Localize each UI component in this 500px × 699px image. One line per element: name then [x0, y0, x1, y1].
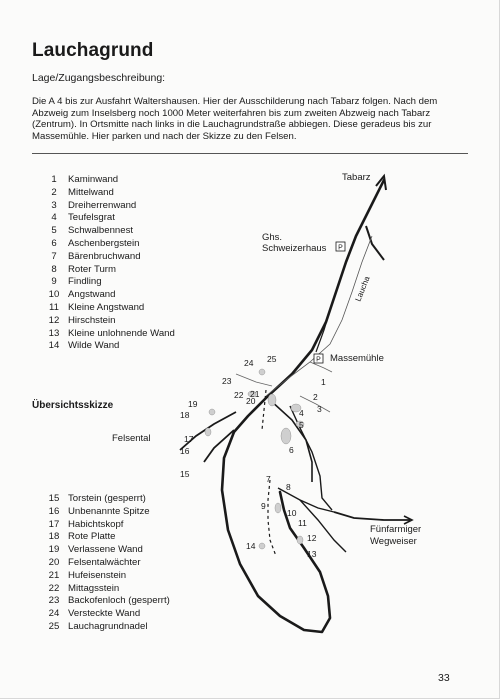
crag-marker: 2 [313, 392, 318, 402]
legend-number: 18 [48, 531, 60, 543]
legend-number: 5 [51, 225, 57, 237]
legend-number: 22 [48, 582, 60, 594]
legend-name: Schwalbennest [68, 225, 134, 237]
crag-shape [209, 409, 215, 415]
legend-number: 15 [48, 493, 60, 504]
place-laucha: Laucha [353, 275, 372, 303]
legend-name: Kleine Angstwand [68, 301, 145, 313]
legend-number: 9 [51, 276, 57, 288]
crag-marker: 24 [244, 358, 254, 368]
legend-number: 12 [48, 314, 60, 326]
legend-number: 20 [48, 556, 60, 568]
legend-number: 3 [51, 199, 57, 211]
crag-marker: 12 [307, 533, 317, 543]
lower-path [300, 500, 346, 552]
legend-number: 6 [51, 237, 57, 249]
legend-number: 16 [48, 505, 60, 517]
legend-name: Findling [68, 276, 102, 288]
legend-name: Torstein (gesperrt) [68, 493, 146, 504]
legend-name: Lauchagrundnadel [68, 620, 148, 632]
upper-branch-road [366, 226, 384, 260]
legend-number: 21 [48, 569, 60, 581]
legend-name: Hufeisenstein [68, 569, 127, 581]
legend-number: 13 [48, 327, 60, 339]
legend-name: Backofenloch (gesperrt) [68, 595, 170, 607]
parking-icon: P [316, 356, 321, 364]
crag-marker: 21 [250, 389, 260, 399]
place-ghs-line2: Schweizerhaus [262, 243, 327, 254]
crag-marker: 1 [321, 377, 326, 387]
crag-marker: 17 [184, 434, 194, 444]
crag-markers [180, 354, 326, 559]
crag-shape [275, 503, 281, 513]
crag-shape [281, 428, 291, 444]
legend-name: Roter Turm [68, 263, 116, 275]
legend-number: 19 [48, 544, 60, 556]
legend-number: 14 [48, 340, 60, 352]
legend-name: Dreiherrenwand [68, 199, 137, 211]
legend-name: Verlassene Wand [68, 544, 143, 556]
crag-marker: 11 [298, 518, 307, 528]
crag-marker: 18 [180, 410, 190, 420]
legend-name: Aschenbergstein [68, 237, 140, 249]
crag-marker: 3 [317, 404, 322, 414]
legend-number: 25 [48, 620, 60, 632]
crag-marker: 20 [246, 396, 256, 406]
crag-shape [205, 428, 211, 436]
legend-name: Mittagsstein [68, 582, 120, 594]
place-wegweiser-line2: Wegweiser [370, 536, 417, 547]
overview-sketch-label: Übersichtsskizze [32, 400, 114, 411]
crag-marker: 6 [289, 445, 294, 455]
parking-sign-massemuehle [314, 354, 323, 364]
legend-number: 4 [51, 212, 57, 224]
legend-name: Habichtskopf [68, 518, 124, 530]
legend-number: 2 [51, 186, 57, 198]
crag-marker: 14 [246, 541, 256, 551]
place-wegweiser-line1: Fünfarmiger [370, 524, 422, 535]
legend-number: 1 [51, 174, 57, 185]
legend-number: 17 [48, 518, 60, 530]
legend-number: 7 [51, 250, 57, 262]
crag-marker: 19 [188, 399, 198, 409]
legend-name: Bärenbruchwand [68, 250, 141, 262]
wegweiser-path [334, 512, 410, 520]
legend-name: Mittelwand [68, 186, 114, 198]
crag-marker: 13 [307, 549, 317, 559]
legend-name: Angstwand [68, 289, 116, 301]
crag-shape [259, 543, 265, 549]
legend-name: Felsentalwächter [68, 556, 141, 568]
secondary-road [316, 252, 350, 352]
crag-shape [259, 369, 265, 375]
place-massemuehle: Massemühle [330, 353, 384, 364]
crag-marker: 22 [234, 390, 244, 400]
access-subheading: Lage/Zugangsbeschreibung: [32, 72, 166, 84]
legend-number: 11 [49, 301, 59, 313]
approach-path [236, 374, 272, 386]
legend-number: 23 [48, 595, 60, 607]
legend-number: 8 [51, 263, 57, 275]
crag-marker: 23 [222, 376, 232, 386]
crag-shape [297, 536, 303, 544]
crag-marker: 25 [267, 354, 277, 364]
legend-number: 24 [48, 608, 60, 620]
crag-marker: 16 [180, 446, 190, 456]
crag-shape [268, 394, 276, 406]
dashed-trail [268, 480, 276, 556]
crag-marker: 7 [266, 474, 271, 484]
crag-marker: 9 [261, 501, 266, 511]
crag-marker: 5 [299, 420, 304, 430]
place-felsental: Felsental [112, 433, 151, 444]
massemuehle-path [310, 362, 332, 372]
place-ghs-line1: Ghs. [262, 232, 283, 243]
legend-name: Versteckte Wand [68, 608, 141, 620]
page-number: 33 [438, 672, 450, 684]
parking-icon: P [338, 244, 343, 252]
crag-marker: 8 [286, 482, 291, 492]
valley-path [270, 400, 312, 482]
crag-marker: 10 [287, 508, 297, 518]
access-description: Die A 4 bis zur Ausfahrt Waltershausen. Hier der Ausschilderung nach Tabarz folgen. Nach dem Abzweig zum Inselsberg noch 1000 Meter weiterfahren bis zum zweiten Abzweig nach Tabarz (Zentrum). In Ortsmitte nach links in die Lauchagrundstraße abbiegen. Diese geradeus bis zur Massemühle. Hier parken und nach der Skizze zu den Felsen. [32, 96, 438, 142]
dashed-trail-2 [262, 390, 266, 430]
legend-name: Kleine unlohnende Wand [68, 327, 175, 339]
crag-marker: 4 [299, 408, 304, 418]
legend-name: Rote Platte [68, 531, 116, 543]
legend-number: 10 [48, 289, 60, 301]
legend-name: Wilde Wand [68, 340, 120, 352]
page-title: Lauchagrund [32, 40, 154, 61]
legend-name: Hirschstein [68, 314, 116, 326]
crag-marker: 15 [180, 469, 190, 479]
legend-name: Unbenannte Spitze [68, 505, 150, 517]
laucha-stream [266, 236, 372, 396]
place-tabarz: Tabarz [342, 172, 371, 183]
legend-name: Teufelsgrat [68, 212, 115, 224]
parking-sign-schweizerhaus [336, 242, 345, 252]
legend-name: Kaminwand [68, 174, 119, 185]
